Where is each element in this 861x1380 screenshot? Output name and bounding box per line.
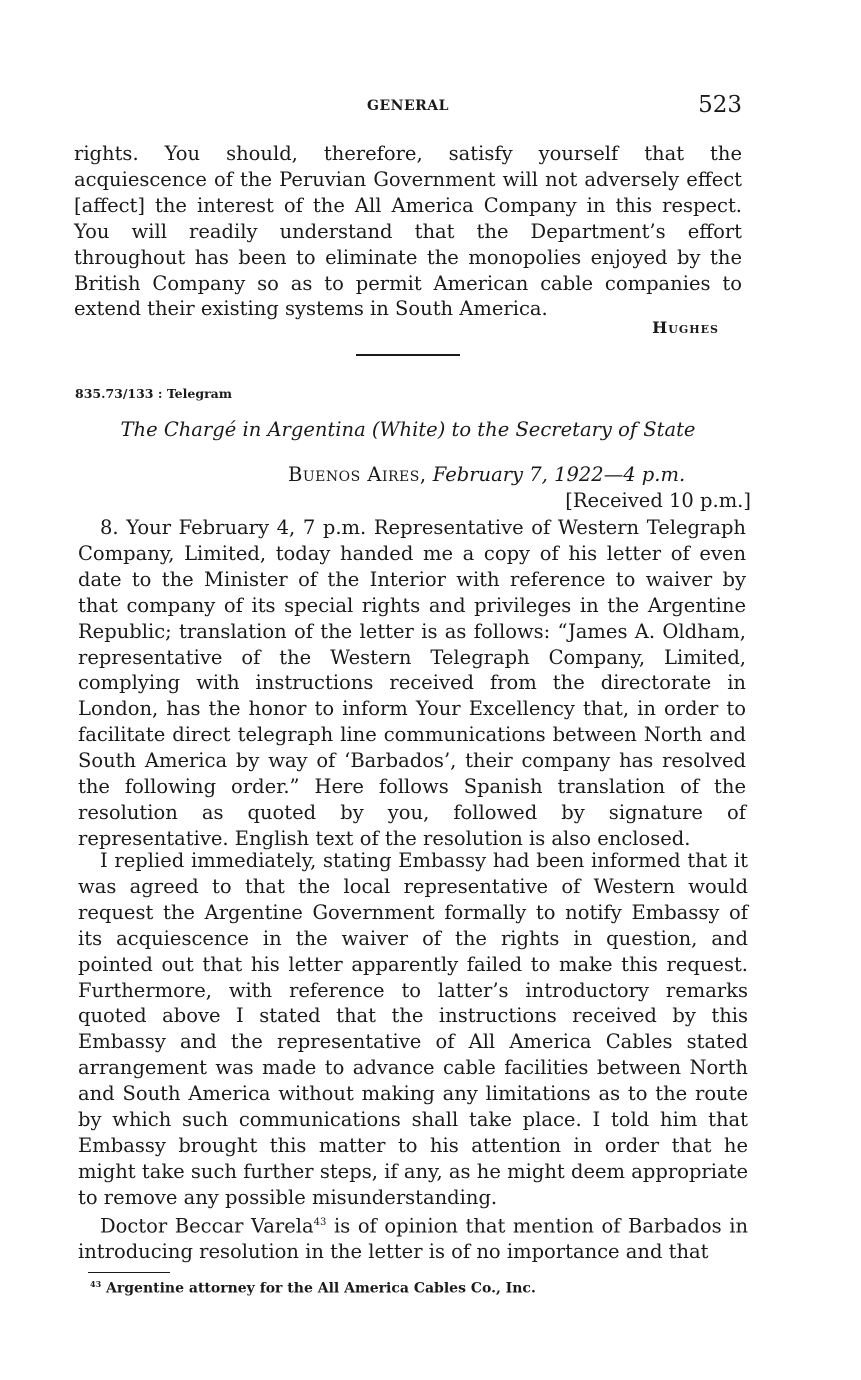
dateline-place: Buenos Aires, [288, 463, 427, 486]
running-head [74, 92, 742, 126]
paragraph-continued: rights. You should, therefore, satisfy yourself that the acquiescence of the Peruvian Government will not adversely effect [affect] the interest of the All America Company in this respect. You will readily understand that the Department’s effort throughout has been to eliminate the monopolies enjoyed by the British Company so as to permit American cable companies to extend their existing systems in South America. [74, 142, 742, 321]
dateline-date: February 7, 1922—4 p.m. [432, 463, 686, 486]
paragraph-reply: I replied immediately, stating Embassy had been informed that it was agreed to that the local representative of Western would request the Argentine Government formally to notify Embassy of its acquiescence in the waiver of the rights in question, and pointed out that his letter apparently failed to make this request. Furthermore, with reference to latter’s introductory remarks quoted above I stated that the instructions received by this Embassy and the representative of All America Cables stated arrangement was made to advance cable facilities between North and South America without making any limitations as to the route by which such communications shall take place. I told him that Embassy brought this matter to his attention in order that he might take such further steps, if any, as he might deem appropriate to remove any possible misunderstanding. [78, 849, 748, 1209]
file-number: 835.73/133 : Telegram [75, 386, 232, 401]
dateline [288, 463, 685, 486]
footnote-number: 43 [90, 1279, 102, 1289]
paragraph-beccar-varela-end: is of opinion that mention of Barbados in introducing resolution in the letter is of no importance and that [78, 1214, 748, 1264]
received-note: [Received 10 p.m.] [565, 489, 751, 512]
paragraph-beccar-varela-start: Doctor Beccar Varela [100, 1214, 314, 1238]
footnote-text: Argentine attorney for the All America Cables Co., Inc. [106, 1280, 536, 1297]
footnote-reference: 43 [313, 1217, 327, 1228]
document-title: The Chargé in Argentina (White) to the Secretary of State [120, 418, 696, 441]
paragraph-beccar-varela [78, 1210, 748, 1265]
footnote [90, 1279, 536, 1297]
section-divider [356, 354, 460, 356]
signature: Hughes [652, 318, 719, 337]
page-number: 523 [698, 92, 742, 118]
running-head-title: GENERAL [367, 98, 449, 114]
footnote-divider [88, 1272, 170, 1273]
paragraph-telegram: 8. Your February 4, 7 p.m. Representative of Western Telegraph Company, Limited, today handed me a copy of his letter of even date to the Minister of the Interior with reference to waiver by that company of its special rights and privileges in the Argentine Republic; translation of the letter is as follows: “James A. Oldham, representative of the Western Telegraph Company, Limited, complying with instructions received from the directorate in London, has the honor to inform Your Excellency that, in order to facilitate direct telegraph line communications between North and South America by way of ‘Barbados’, their company has resolved the following order.” Here follows Spanish translation of the resolution as quoted by you, followed by signature of representative. English text of the resolution is also enclosed. [78, 516, 746, 850]
